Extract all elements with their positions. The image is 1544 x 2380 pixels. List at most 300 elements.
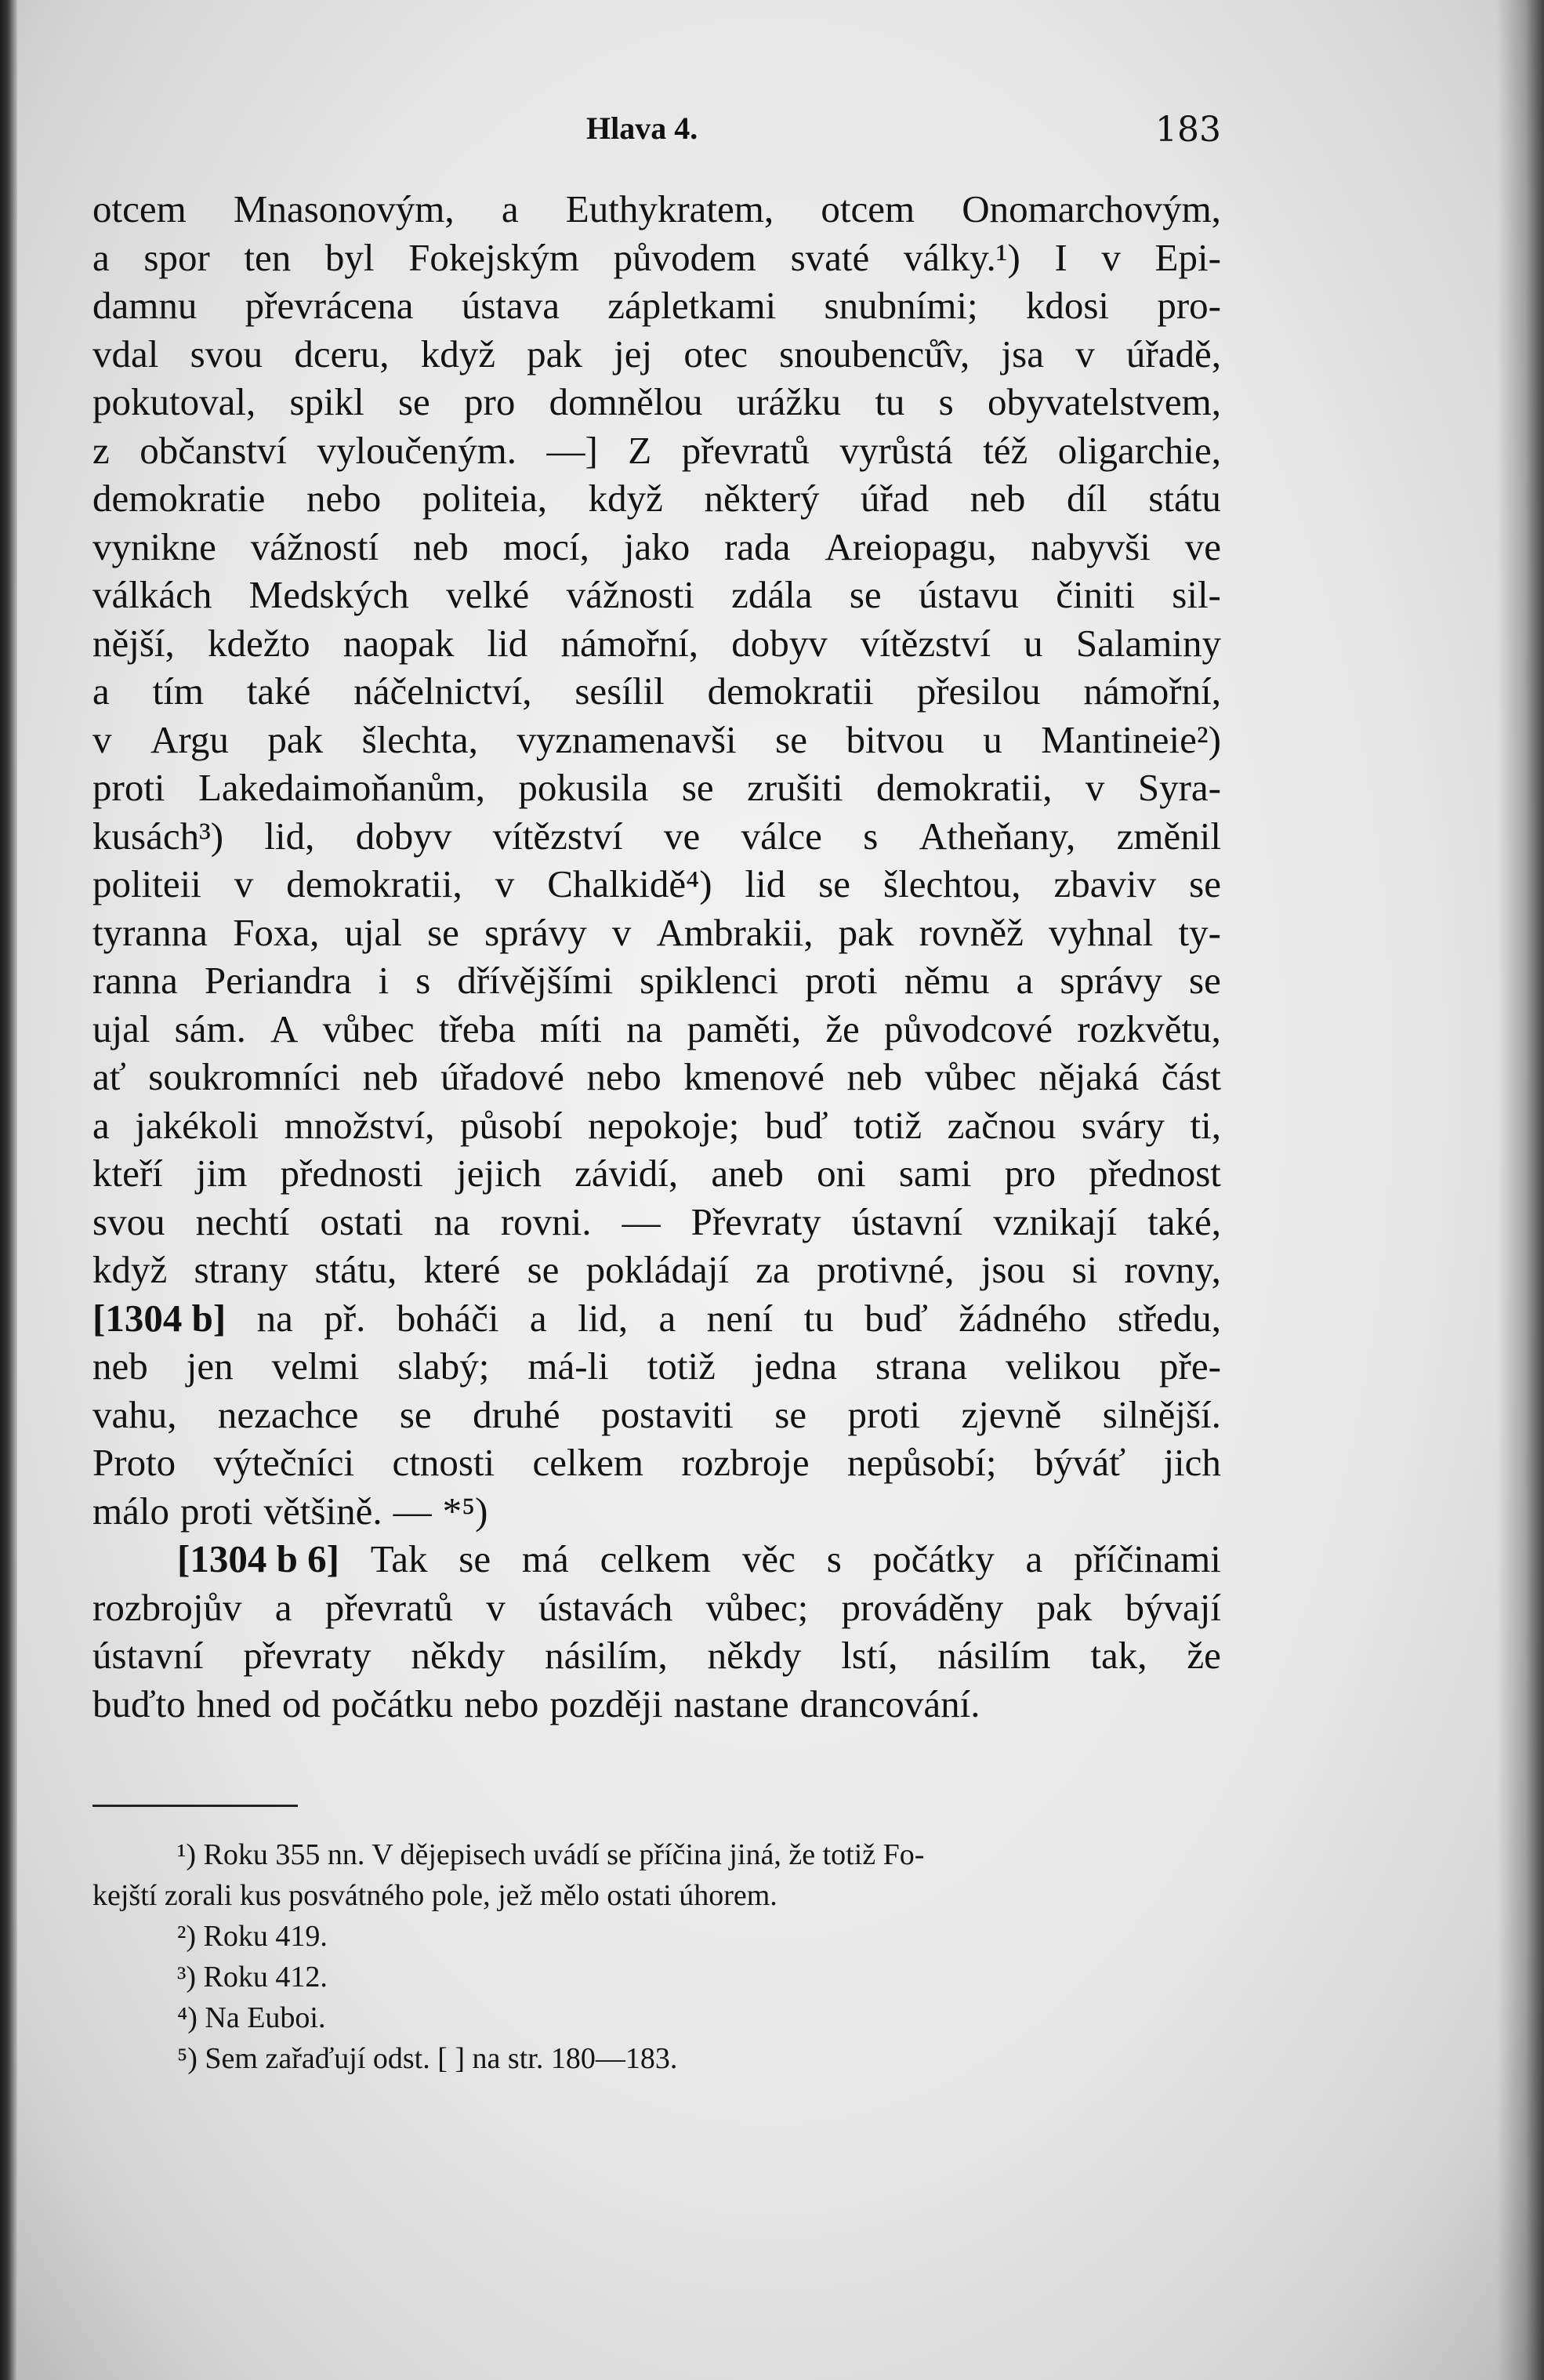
text-line: [92, 1631, 1221, 1680]
word: ten: [244, 235, 292, 279]
word: Mantineie²): [1041, 717, 1221, 761]
word: sesílil: [574, 669, 665, 713]
text-line: [92, 1101, 1221, 1150]
word: Mnasonovým,: [233, 187, 455, 230]
word: pak: [838, 910, 894, 954]
page-header: [92, 100, 1221, 155]
word: v: [486, 1585, 506, 1629]
word: př.: [324, 1296, 366, 1340]
word: otec: [683, 332, 748, 376]
word: přednosti: [280, 1152, 423, 1195]
word: má-li: [527, 1344, 609, 1388]
text-line: [92, 1005, 1221, 1054]
word: třeba: [438, 1007, 516, 1050]
footnote-3: ³) Roku 412.: [177, 1961, 328, 1994]
word: později: [549, 1682, 663, 1725]
word: a: [92, 669, 110, 713]
word: se: [1189, 959, 1221, 1002]
word: v: [234, 862, 254, 905]
word: jej: [614, 332, 653, 376]
text-line: [92, 764, 1221, 812]
word: nější,: [92, 621, 175, 665]
word: býváť: [1034, 1441, 1126, 1484]
word: ti,: [1190, 1103, 1221, 1147]
word: závidí,: [574, 1152, 679, 1195]
word: nabyvši: [1031, 524, 1151, 568]
footnotes: [92, 1834, 1221, 2079]
word: ty-: [1178, 910, 1221, 954]
word: boháči: [396, 1296, 499, 1340]
word: Proto: [92, 1441, 176, 1484]
word: politeia,: [422, 477, 548, 520]
word: převratů: [324, 1585, 453, 1629]
word: lid: [745, 862, 786, 905]
word: vůbec: [322, 1007, 415, 1050]
word: pro: [1004, 1152, 1056, 1195]
word: velikou: [1006, 1344, 1122, 1388]
word: Periandra: [204, 959, 352, 1002]
word: jim: [196, 1152, 248, 1195]
word: demokratii: [707, 669, 874, 713]
word: se: [849, 573, 882, 616]
word: pokládají: [585, 1248, 729, 1291]
text-line: [92, 378, 1221, 426]
footnote-divider: [92, 1805, 298, 1807]
word: lid,: [578, 1296, 629, 1340]
page-edge-shadow: [1497, 0, 1544, 2380]
word: pokutoval,: [92, 380, 256, 423]
word: pře-: [1159, 1344, 1221, 1388]
word: s: [826, 1537, 842, 1580]
word: demokratii,: [286, 862, 462, 905]
word: věc: [741, 1537, 796, 1580]
word: počátky: [872, 1537, 995, 1580]
word: naopak: [343, 621, 455, 665]
text-line: [92, 667, 1221, 716]
text-line: [92, 1198, 1221, 1246]
word: zápletkami: [607, 284, 777, 327]
word: vážnosti: [566, 573, 694, 616]
word: v: [92, 717, 112, 761]
word: šlechtou,: [883, 862, 1021, 905]
word: díl: [1067, 477, 1107, 520]
word: když: [92, 1248, 168, 1291]
body-text: [92, 185, 1221, 1728]
word: když: [420, 332, 495, 376]
word: nějaká: [1038, 1055, 1140, 1098]
word: rovny,: [1124, 1248, 1221, 1291]
word: v: [1085, 766, 1105, 809]
word: rada: [724, 524, 791, 568]
word: buď: [764, 1103, 828, 1147]
word: pro-: [1157, 284, 1221, 327]
word: na: [433, 1199, 470, 1243]
word: se: [774, 1392, 807, 1436]
word: násilím,: [545, 1634, 668, 1677]
footnote-1-continued: kejští zorali kus posvátného pole, jež mělo ostati úhorem.: [92, 1879, 777, 1912]
word: strana: [875, 1344, 968, 1388]
word: v: [1101, 235, 1121, 279]
word: začnou: [947, 1103, 1057, 1147]
word: tím: [152, 669, 204, 713]
word: válkách: [92, 573, 212, 616]
word: ujal: [92, 1007, 150, 1050]
word: se: [458, 1537, 491, 1580]
word: původcové: [884, 1007, 1053, 1050]
word: ve: [1184, 524, 1221, 568]
word: pak: [267, 717, 324, 761]
text-line: [92, 1294, 1221, 1343]
word: —]: [546, 428, 598, 472]
word: se: [681, 766, 714, 809]
word: pro: [464, 380, 516, 423]
word: úřadě,: [1125, 332, 1221, 376]
word: část: [1161, 1055, 1221, 1098]
word: velmi: [271, 1344, 360, 1388]
word: které: [423, 1248, 501, 1291]
word: bývají: [1125, 1585, 1221, 1629]
word: Lakedaimoňanům,: [198, 766, 485, 809]
word: jejich: [456, 1152, 542, 1195]
text-line: [92, 571, 1221, 619]
word: obyvatelstvem,: [987, 380, 1221, 423]
word: že: [1187, 1634, 1221, 1677]
word: málo: [92, 1489, 169, 1533]
word: rozbrojův: [92, 1585, 242, 1629]
word: dřívějšími: [457, 959, 614, 1002]
word: sám.: [174, 1007, 246, 1050]
word: šlechta,: [361, 717, 478, 761]
word: žádného: [959, 1296, 1087, 1340]
word: mocí,: [502, 524, 589, 568]
word: původem: [613, 235, 756, 279]
word: tak,: [1090, 1634, 1147, 1677]
word: středu,: [1118, 1296, 1221, 1340]
word: spikl: [289, 380, 364, 423]
word: u: [983, 717, 1002, 761]
text-line: [92, 523, 1221, 571]
word: počátku: [332, 1682, 454, 1725]
word: a: [658, 1296, 676, 1340]
word: a: [92, 235, 110, 279]
word: jsa: [1001, 332, 1044, 376]
word: výtečníci: [213, 1441, 355, 1484]
footnote-1: ¹) Roku 355 nn. V dějepisech uvádí se příčina jiná, že totiž Fo-: [177, 1838, 925, 1871]
word: spiklenci: [640, 959, 779, 1002]
word: příčinami: [1074, 1537, 1221, 1580]
text-line: [92, 1246, 1221, 1294]
word: sami: [898, 1152, 972, 1195]
word: politeii: [92, 862, 201, 905]
word: některý: [704, 477, 820, 520]
word: demokratie: [92, 477, 266, 520]
word: se: [399, 1392, 432, 1436]
word: vůbec;: [705, 1585, 809, 1629]
word: kteří: [92, 1152, 163, 1195]
word: ústava: [461, 284, 560, 327]
word: někdy: [707, 1634, 802, 1677]
word: pak: [1036, 1585, 1093, 1629]
text-line: [92, 1680, 1221, 1729]
word: a: [1016, 959, 1034, 1002]
footnote-5: ⁵) Sem zařaďují odst. [ ] na str. 180—183.: [177, 2042, 678, 2075]
word: na: [256, 1296, 293, 1340]
word: míti: [539, 1007, 602, 1050]
word: nastane: [673, 1682, 789, 1725]
word: sváry: [1081, 1103, 1165, 1147]
word: též: [983, 428, 1028, 472]
word: urážku: [736, 380, 842, 423]
word: celkem: [532, 1441, 644, 1484]
word: slabý;: [397, 1344, 490, 1388]
word: že: [825, 1007, 860, 1050]
word: v: [1075, 332, 1095, 376]
word: tu: [803, 1296, 834, 1340]
word: snoubenců̂v,: [779, 332, 970, 376]
word: přednost: [1089, 1152, 1221, 1195]
word: Tak: [370, 1537, 428, 1580]
word: působí: [459, 1103, 563, 1147]
word: vyznamenavši: [516, 717, 737, 761]
word: převraty: [243, 1634, 372, 1677]
word: —: [622, 1199, 661, 1243]
word: pak: [527, 332, 582, 376]
word: se: [427, 910, 459, 954]
word: ctnosti: [392, 1441, 495, 1484]
word: rozbroje: [681, 1441, 810, 1484]
word: Foxa,: [233, 910, 320, 954]
text-line: [92, 1342, 1221, 1391]
word: postaviti: [601, 1392, 734, 1436]
word: hned: [196, 1682, 272, 1725]
word: někdy: [411, 1634, 506, 1677]
text-line: [92, 619, 1221, 668]
text-line: [92, 1584, 1221, 1632]
word: vahu,: [92, 1392, 177, 1436]
word: úřad: [861, 477, 930, 520]
word: lid,: [264, 814, 315, 858]
word: totiž: [647, 1344, 716, 1388]
word: ať: [92, 1055, 126, 1098]
text-line: [92, 909, 1221, 957]
word: vítězství: [860, 621, 991, 665]
word: neb: [970, 477, 1026, 520]
text-line: [92, 716, 1221, 764]
word: celkem: [600, 1537, 712, 1580]
word: aneb: [711, 1152, 784, 1195]
word: přesilou: [916, 669, 1041, 713]
word: Chalkidě⁴): [547, 862, 712, 905]
word: Euthykratem,: [565, 187, 774, 230]
word: a: [501, 187, 519, 230]
word: s: [415, 959, 431, 1002]
page-number: 183: [1155, 110, 1221, 150]
word: Salaminy: [1075, 621, 1221, 665]
word: ostati: [320, 1199, 404, 1243]
word: nechtí: [195, 1199, 290, 1243]
word: rozkvětu,: [1077, 1007, 1221, 1050]
word: v: [611, 910, 632, 954]
word: neb: [413, 524, 469, 568]
word: od: [282, 1682, 321, 1725]
word: vdal: [92, 332, 159, 376]
text-line: [92, 1439, 1221, 1487]
word: kdežto: [208, 621, 310, 665]
word: dceru,: [294, 332, 390, 376]
word: Ambrakii,: [656, 910, 814, 954]
word: občanství: [140, 428, 288, 472]
word: když: [588, 477, 663, 520]
word: zdála: [731, 573, 813, 616]
word: svaté: [790, 235, 870, 279]
word: i: [378, 959, 390, 1002]
word: Syra-: [1137, 766, 1221, 809]
word: *⁵): [442, 1489, 488, 1533]
word: ve: [663, 814, 701, 858]
text-line: [92, 185, 1221, 234]
text-line: [92, 234, 1221, 282]
word: u: [1024, 621, 1043, 665]
word: si: [1071, 1248, 1098, 1291]
word: většině.: [263, 1489, 382, 1533]
word: bitvou: [846, 717, 944, 761]
word: Argu: [150, 717, 229, 761]
word: nebo: [586, 1055, 661, 1098]
word: jsou: [980, 1248, 1046, 1291]
text-line: [92, 860, 1221, 909]
word: s: [938, 380, 954, 423]
word: státu: [1148, 477, 1221, 520]
text-line: [92, 1053, 1221, 1101]
running-head: Hlava 4.: [586, 111, 698, 146]
word: oni: [817, 1152, 866, 1195]
word: jen: [186, 1344, 234, 1388]
word: lid: [487, 621, 528, 665]
word: Epi-: [1154, 235, 1221, 279]
word: množství,: [284, 1103, 435, 1147]
word: se: [775, 717, 807, 761]
text-line: [92, 1391, 1221, 1439]
word: otcem: [821, 187, 915, 230]
word: neb: [362, 1055, 419, 1098]
word: náčelnictví,: [353, 669, 532, 713]
word: vážností: [250, 524, 379, 568]
word: nepokoje;: [588, 1103, 740, 1147]
word: na: [626, 1007, 663, 1050]
word: správy: [484, 910, 587, 954]
word: násilím: [937, 1634, 1051, 1677]
word: a: [529, 1296, 547, 1340]
word: dobyv: [731, 621, 828, 665]
word: nebo: [464, 1682, 539, 1725]
word: drancování.: [799, 1682, 980, 1725]
word: svou: [92, 1199, 165, 1243]
text-line: [92, 1535, 1221, 1584]
word: se: [397, 380, 430, 423]
word: změnil: [1116, 814, 1221, 858]
word: byl: [324, 235, 375, 279]
word: totiž: [854, 1103, 922, 1147]
word: —: [393, 1489, 432, 1533]
word: vznikají: [993, 1199, 1118, 1243]
text-line: [92, 474, 1221, 523]
word: převrácena: [245, 284, 414, 327]
word: s: [863, 814, 879, 858]
word: války.¹): [903, 235, 1020, 279]
word: I: [1054, 235, 1067, 279]
word: ranna: [92, 959, 178, 1002]
word: kmenové: [683, 1055, 825, 1098]
word: svou: [190, 332, 263, 376]
footnote-2: ²) Roku 419.: [177, 1920, 328, 1953]
word: jako: [623, 524, 690, 568]
text-line: [92, 812, 1221, 861]
word: lstí,: [841, 1634, 898, 1677]
footnote-4: ⁴) Na Euboi.: [177, 2001, 326, 2034]
page-binding-shadow: [0, 0, 17, 2380]
word: Převraty: [690, 1199, 821, 1243]
word: vítězství: [492, 814, 623, 858]
word: se: [527, 1248, 560, 1291]
text-line: [92, 281, 1221, 330]
word: buďto: [92, 1682, 186, 1725]
word: protivné,: [816, 1248, 955, 1291]
word: ústavách: [538, 1585, 673, 1629]
word: nepůsobí;: [846, 1441, 997, 1484]
word: ujal: [344, 910, 402, 954]
word: za: [756, 1248, 790, 1291]
word: námořní,: [560, 621, 699, 665]
text-line: [92, 1149, 1221, 1198]
word: Fokejským: [408, 235, 579, 279]
word: Z: [628, 428, 652, 472]
word: pokusila: [518, 766, 649, 809]
word: proti: [847, 1392, 921, 1436]
word: kusách³): [92, 814, 224, 858]
word: němu: [904, 959, 990, 1002]
word: tu: [875, 380, 905, 423]
word: silnější.: [1102, 1392, 1221, 1436]
word: vyrůstá: [839, 428, 953, 472]
word: také,: [1147, 1199, 1221, 1243]
word: činiti: [1056, 573, 1135, 616]
word: má: [521, 1537, 569, 1580]
word: a: [92, 1103, 110, 1147]
word: proti: [92, 766, 165, 809]
word: vynikne: [92, 524, 216, 568]
word: se: [1189, 862, 1221, 905]
word: státu,: [314, 1248, 397, 1291]
word: druhé: [473, 1392, 560, 1436]
word: [1304 b]: [92, 1296, 227, 1340]
word: se: [818, 862, 851, 905]
word: neb: [92, 1344, 148, 1388]
word: zbaviv: [1053, 862, 1157, 905]
word: Areiopagu,: [825, 524, 997, 568]
word: [1304 b 6]: [177, 1537, 339, 1580]
word: snubními;: [824, 284, 978, 327]
text-line: [92, 330, 1221, 379]
word: rovněž: [919, 910, 1024, 954]
word: buď: [864, 1296, 928, 1340]
word: vyhnal: [1049, 910, 1154, 954]
word: a: [1025, 1537, 1043, 1580]
word: nebo: [306, 477, 382, 520]
word: ústavu: [918, 573, 1019, 616]
word: zjevně: [961, 1392, 1062, 1436]
text-line: [92, 1487, 1221, 1536]
word: válce: [741, 814, 822, 858]
